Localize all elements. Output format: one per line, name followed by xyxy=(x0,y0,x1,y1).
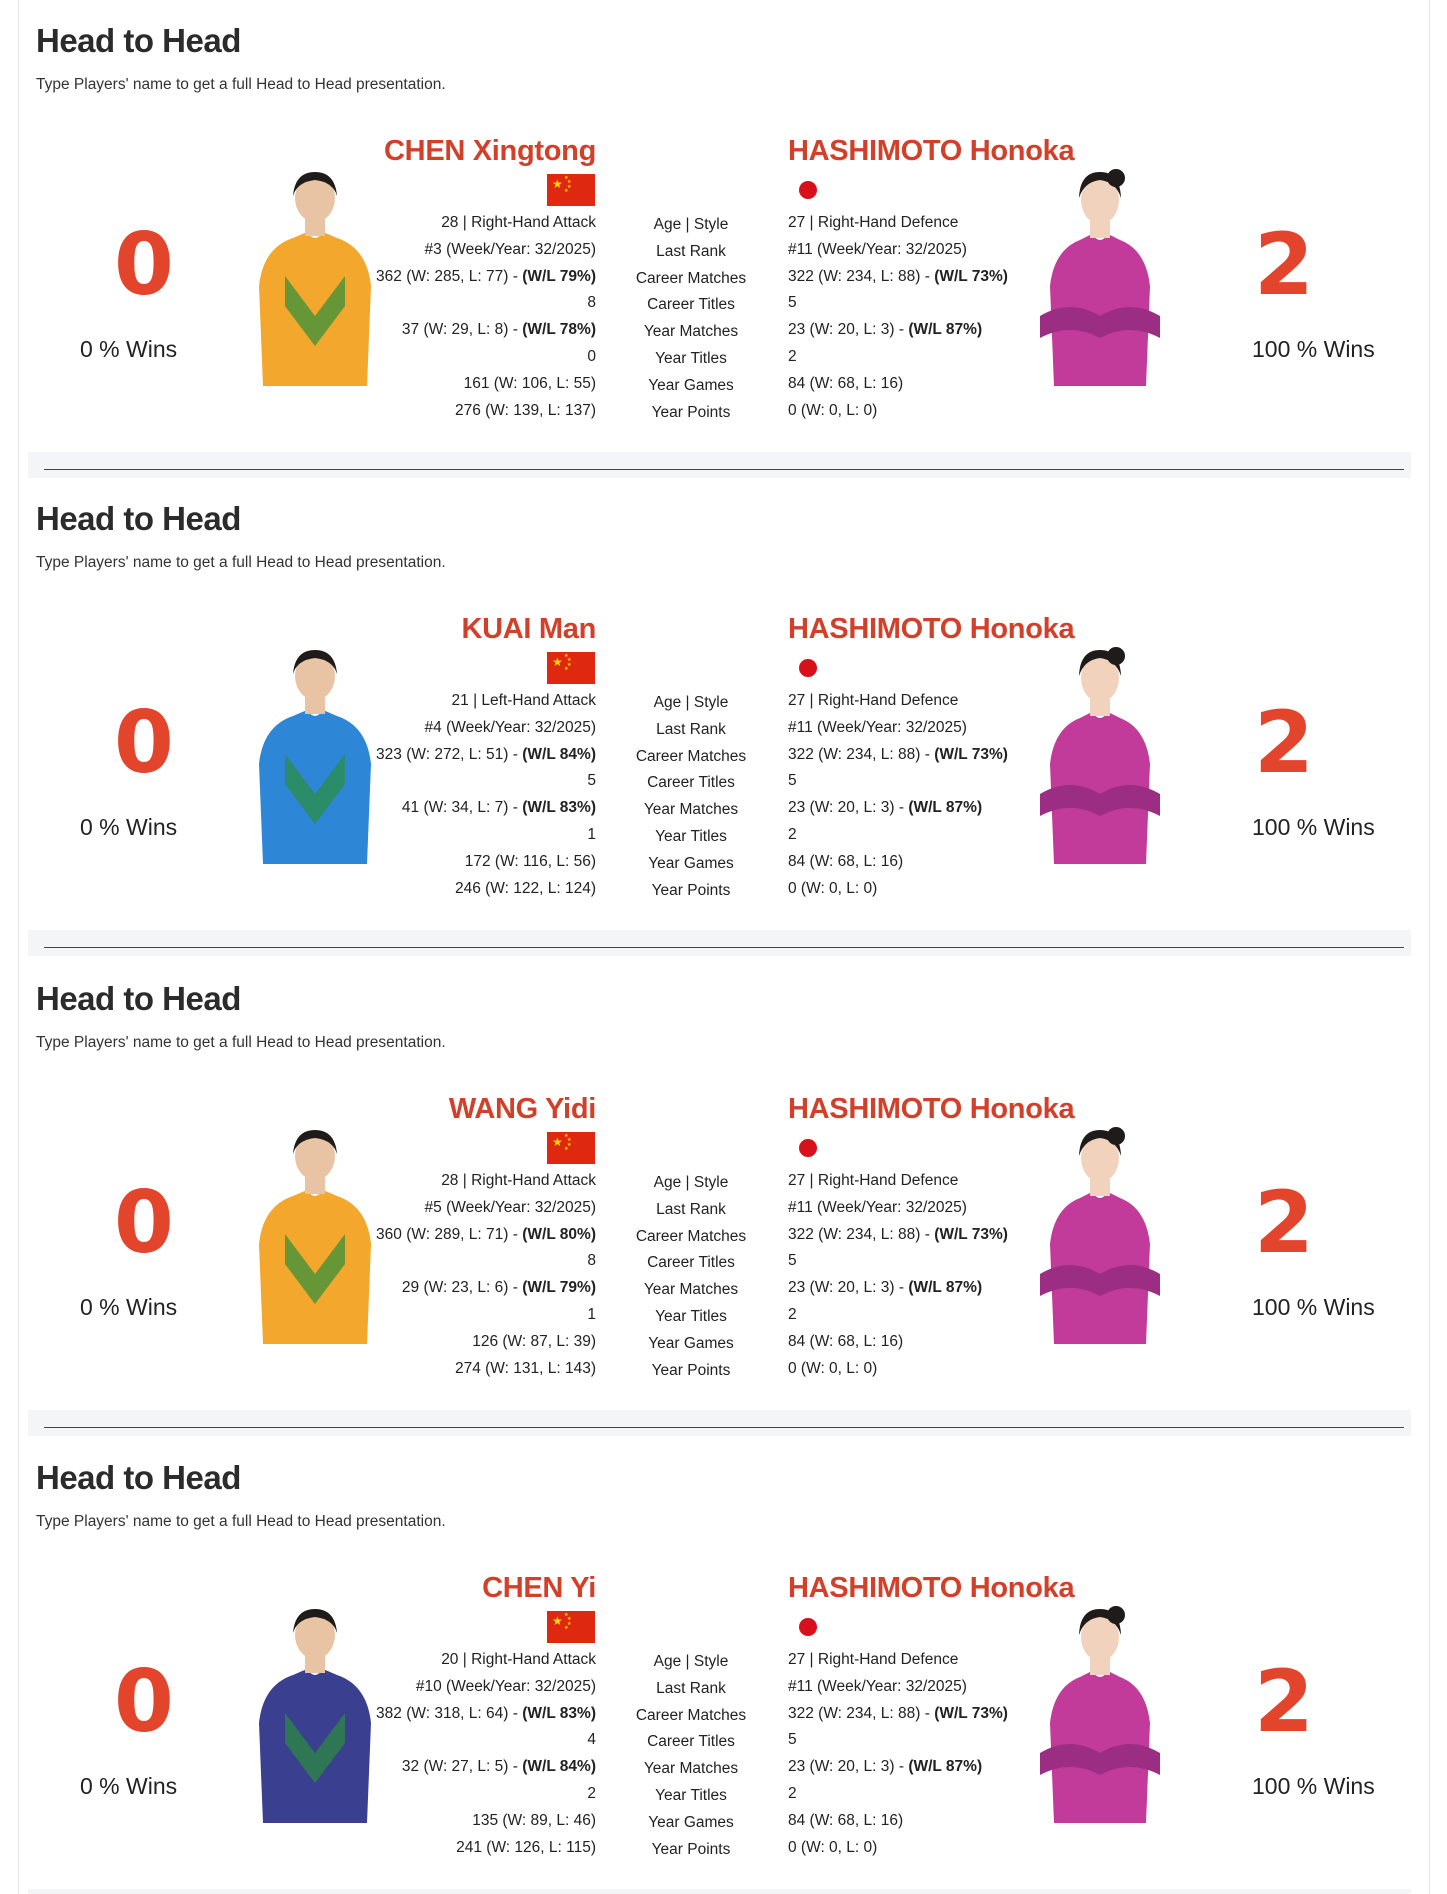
stat-age-style: 27 | Right-Hand Defence xyxy=(788,214,959,231)
label-year-titles: Year Titles xyxy=(655,1786,727,1804)
right-player-name[interactable]: HASHIMOTO Honoka xyxy=(788,1093,1075,1125)
left-player-name[interactable]: WANG Yidi xyxy=(448,1093,596,1125)
stat-year-points: 0 (W: 0, L: 0) xyxy=(788,879,878,897)
left-player-stats xyxy=(376,210,596,424)
career-wl-ratio: (W/L 73%) xyxy=(934,745,1008,763)
career-wl-ratio: (W/L 84%) xyxy=(522,745,596,763)
stat-year-titles: 0 xyxy=(587,347,596,365)
label-career-titles: Career Titles xyxy=(647,1254,735,1272)
year-wl-ratio: (W/L 87%) xyxy=(908,321,983,339)
right-player-name[interactable]: HASHIMOTO Honoka xyxy=(788,1572,1075,1604)
stat-year-matches: 29 (W: 23, L: 6) - (W/L 79%) xyxy=(401,1279,596,1297)
stat-career-matches: 322 (W: 234, L: 88) - (W/L 73%) xyxy=(788,1225,1008,1243)
japan-flag-icon xyxy=(796,178,820,202)
left-player-name[interactable]: CHEN Xingtong xyxy=(384,135,596,167)
stat-last-rank: #10 (Week/Year: 32/2025) xyxy=(415,1677,596,1695)
label-year-matches: Year Matches xyxy=(643,323,739,341)
label-year-games: Year Games xyxy=(648,1813,734,1831)
left-player-name[interactable]: CHEN Yi xyxy=(482,1572,596,1604)
label-career-matches: Career Matches xyxy=(635,269,747,287)
stat-year-matches: 23 (W: 20, L: 3) - (W/L 87%) xyxy=(788,1279,983,1297)
stat-year-points: 246 (W: 122, L: 124) xyxy=(454,879,596,897)
label-year-matches: Year Matches xyxy=(643,801,739,819)
japan-flag-icon xyxy=(796,1136,820,1160)
label-career-matches: Career Matches xyxy=(635,1706,747,1724)
stat-year-games: 135 (W: 89, L: 46) xyxy=(472,1811,596,1829)
stat-year-games: 84 (W: 68, L: 16) xyxy=(788,852,904,870)
left-player-stats xyxy=(376,1647,596,1861)
label-year-points: Year Points xyxy=(651,1840,731,1858)
stat-labels xyxy=(619,690,763,904)
stat-age-style: 27 | Right-Hand Defence xyxy=(788,1172,959,1189)
h2h-section xyxy=(0,0,1447,478)
section-footer-bar xyxy=(28,930,1411,956)
right-player-score: 2 xyxy=(1254,1173,1314,1273)
stat-career-titles: 5 xyxy=(788,1252,797,1270)
section-divider xyxy=(44,1427,1404,1428)
stat-year-titles: 2 xyxy=(788,825,797,843)
section-divider xyxy=(44,469,1404,470)
right-player-win-percent: 100 % Wins xyxy=(1252,1773,1375,1799)
left-player-score: 0 xyxy=(114,693,174,793)
stat-career-titles: 8 xyxy=(587,1252,596,1270)
stat-age-style: 28 | Right-Hand Attack xyxy=(441,1172,596,1189)
stat-year-titles: 2 xyxy=(788,347,797,365)
right-player-name[interactable]: HASHIMOTO Honoka xyxy=(788,135,1075,167)
career-wl-ratio: (W/L 73%) xyxy=(934,1704,1008,1722)
section-divider xyxy=(44,947,1404,948)
label-last-rank: Last Rank xyxy=(656,720,726,738)
year-wl-ratio: (W/L 87%) xyxy=(908,1279,983,1297)
stat-year-games: 84 (W: 68, L: 16) xyxy=(788,1811,904,1829)
left-player-photo xyxy=(255,644,375,864)
stat-last-rank: #4 (Week/Year: 32/2025) xyxy=(424,718,596,736)
right-player-name[interactable]: HASHIMOTO Honoka xyxy=(788,613,1075,645)
label-last-rank: Last Rank xyxy=(656,1679,726,1697)
right-player-score: 2 xyxy=(1254,693,1314,793)
section-heading: Head to Head xyxy=(36,500,241,537)
career-wl-ratio: (W/L 79%) xyxy=(522,267,596,285)
stat-year-titles: 2 xyxy=(788,1784,797,1802)
left-player-score: 0 xyxy=(114,215,174,315)
stat-year-matches: 23 (W: 20, L: 3) - (W/L 87%) xyxy=(788,1758,983,1776)
stat-career-titles: 5 xyxy=(788,1731,797,1749)
stat-year-points: 241 (W: 126, L: 115) xyxy=(456,1838,596,1856)
stat-year-games: 161 (W: 106, L: 55) xyxy=(463,374,596,392)
label-year-titles: Year Titles xyxy=(655,349,727,367)
stat-career-titles: 8 xyxy=(587,294,596,312)
stat-career-matches: 362 (W: 285, L: 77) - (W/L 79%) xyxy=(376,267,596,285)
section-heading: Head to Head xyxy=(36,1459,241,1496)
stat-year-games: 126 (W: 87, L: 39) xyxy=(472,1332,596,1350)
section-heading: Head to Head xyxy=(36,22,241,59)
label-year-points: Year Points xyxy=(651,403,731,421)
label-last-rank: Last Rank xyxy=(656,242,726,260)
stat-last-rank: #11 (Week/Year: 32/2025) xyxy=(788,1677,967,1695)
label-career-titles: Career Titles xyxy=(647,296,735,314)
right-player-stats xyxy=(788,688,1008,902)
stat-career-matches: 322 (W: 234, L: 88) - (W/L 73%) xyxy=(788,1704,1008,1722)
stat-labels xyxy=(619,1170,763,1384)
right-player-stats xyxy=(788,1168,1008,1382)
stat-last-rank: #11 (Week/Year: 32/2025) xyxy=(788,718,967,736)
label-year-games: Year Games xyxy=(648,854,734,872)
left-player-photo xyxy=(255,1124,375,1344)
stat-year-matches: 32 (W: 27, L: 5) - (W/L 84%) xyxy=(401,1758,596,1776)
left-player-stats xyxy=(376,688,596,902)
right-player-photo xyxy=(1040,644,1160,864)
right-player-photo xyxy=(1040,1124,1160,1344)
year-wl-ratio: (W/L 84%) xyxy=(522,1758,596,1776)
left-player-win-percent: 0 % Wins xyxy=(80,1773,178,1799)
china-flag-icon: ★ ★ ★ ★ ★ xyxy=(547,1132,595,1164)
stat-age-style: 27 | Right-Hand Defence xyxy=(788,692,959,709)
stat-year-matches: 23 (W: 20, L: 3) - (W/L 87%) xyxy=(788,321,983,339)
china-flag-icon: ★ ★ ★ ★ ★ xyxy=(547,652,595,684)
h2h-section xyxy=(0,1437,1447,1894)
label-last-rank: Last Rank xyxy=(656,1200,726,1218)
stat-career-matches: 360 (W: 289, L: 71) - (W/L 80%) xyxy=(376,1225,596,1243)
right-player-win-percent: 100 % Wins xyxy=(1252,1294,1375,1320)
stat-last-rank: #11 (Week/Year: 32/2025) xyxy=(788,1198,967,1216)
stat-year-points: 0 (W: 0, L: 0) xyxy=(788,1359,878,1377)
h2h-section xyxy=(0,478,1447,956)
stat-year-titles: 2 xyxy=(788,1305,797,1323)
h2h-section xyxy=(0,958,1447,1436)
stat-last-rank: #11 (Week/Year: 32/2025) xyxy=(788,240,967,258)
section-subheading: Type Players' name to get a full Head to Head presentation. xyxy=(36,76,446,93)
stat-year-games: 84 (W: 68, L: 16) xyxy=(788,374,904,392)
label-career-matches: Career Matches xyxy=(635,1227,747,1245)
stat-labels xyxy=(619,212,763,426)
left-player-win-percent: 0 % Wins xyxy=(80,1294,178,1320)
stat-year-points: 0 (W: 0, L: 0) xyxy=(788,401,878,419)
left-player-photo xyxy=(255,166,375,386)
japan-flag-icon xyxy=(796,1615,820,1639)
right-player-score: 2 xyxy=(1254,1652,1314,1752)
stat-year-titles: 2 xyxy=(587,1784,596,1802)
year-wl-ratio: (W/L 87%) xyxy=(908,1758,983,1776)
label-age-style: Age | Style xyxy=(653,216,729,233)
stat-age-style: 28 | Right-Hand Attack xyxy=(441,214,596,231)
stat-last-rank: #5 (Week/Year: 32/2025) xyxy=(424,1198,596,1216)
china-flag-icon: ★ ★ ★ ★ ★ xyxy=(547,1611,595,1643)
stat-year-matches: 23 (W: 20, L: 3) - (W/L 87%) xyxy=(788,799,983,817)
stat-career-matches: 323 (W: 272, L: 51) - (W/L 84%) xyxy=(376,745,596,763)
left-player-win-percent: 0 % Wins xyxy=(80,336,178,362)
year-wl-ratio: (W/L 87%) xyxy=(908,799,983,817)
section-subheading: Type Players' name to get a full Head to Head presentation. xyxy=(36,1034,446,1051)
section-subheading: Type Players' name to get a full Head to Head presentation. xyxy=(36,1513,446,1530)
stat-year-games: 172 (W: 116, L: 56) xyxy=(464,852,596,870)
right-player-score: 2 xyxy=(1254,215,1314,315)
stat-career-titles: 5 xyxy=(788,772,797,790)
right-player-win-percent: 100 % Wins xyxy=(1252,814,1375,840)
career-wl-ratio: (W/L 83%) xyxy=(522,1704,596,1722)
right-player-stats xyxy=(788,1647,1008,1861)
china-flag-icon: ★ ★ ★ ★ ★ xyxy=(547,174,595,206)
stat-year-points: 0 (W: 0, L: 0) xyxy=(788,1838,878,1856)
stat-year-titles: 1 xyxy=(587,825,596,843)
label-year-matches: Year Matches xyxy=(643,1760,739,1778)
stat-career-titles: 5 xyxy=(788,294,797,312)
stat-year-points: 276 (W: 139, L: 137) xyxy=(454,401,596,419)
right-player-win-percent: 100 % Wins xyxy=(1252,336,1375,362)
right-player-photo xyxy=(1040,166,1160,386)
section-footer-bar xyxy=(28,1889,1411,1894)
stat-age-style: 21 | Left-Hand Attack xyxy=(451,692,596,709)
label-year-games: Year Games xyxy=(648,376,734,394)
label-age-style: Age | Style xyxy=(653,1653,729,1670)
left-player-score: 0 xyxy=(114,1173,174,1273)
stat-age-style: 20 | Right-Hand Attack xyxy=(441,1651,596,1668)
section-heading: Head to Head xyxy=(36,980,241,1017)
section-footer-bar xyxy=(28,1410,1411,1436)
stat-labels xyxy=(619,1649,763,1863)
left-player-win-percent: 0 % Wins xyxy=(80,814,178,840)
label-year-games: Year Games xyxy=(648,1334,734,1352)
stat-career-matches: 322 (W: 234, L: 88) - (W/L 73%) xyxy=(788,267,1008,285)
left-player-score: 0 xyxy=(114,1652,174,1752)
label-year-matches: Year Matches xyxy=(643,1281,739,1299)
stat-year-matches: 37 (W: 29, L: 8) - (W/L 78%) xyxy=(401,321,596,339)
right-player-photo xyxy=(1040,1603,1160,1823)
stat-career-matches: 382 (W: 318, L: 64) - (W/L 83%) xyxy=(376,1704,596,1722)
stat-last-rank: #3 (Week/Year: 32/2025) xyxy=(424,240,596,258)
label-year-titles: Year Titles xyxy=(655,1307,727,1325)
stat-year-points: 274 (W: 131, L: 143) xyxy=(454,1359,596,1377)
left-player-stats xyxy=(376,1168,596,1382)
section-subheading: Type Players' name to get a full Head to Head presentation. xyxy=(36,554,446,571)
year-wl-ratio: (W/L 83%) xyxy=(522,799,596,817)
career-wl-ratio: (W/L 80%) xyxy=(522,1225,596,1243)
section-footer-bar xyxy=(28,452,1411,478)
year-wl-ratio: (W/L 79%) xyxy=(522,1279,596,1297)
japan-flag-icon xyxy=(796,656,820,680)
stat-career-titles: 5 xyxy=(587,772,596,790)
year-wl-ratio: (W/L 78%) xyxy=(522,321,596,339)
career-wl-ratio: (W/L 73%) xyxy=(934,267,1008,285)
label-age-style: Age | Style xyxy=(653,1174,729,1191)
stat-year-games: 84 (W: 68, L: 16) xyxy=(788,1332,904,1350)
stat-age-style: 27 | Right-Hand Defence xyxy=(788,1651,959,1668)
label-year-points: Year Points xyxy=(651,1361,731,1379)
left-player-photo xyxy=(255,1603,375,1823)
stat-career-titles: 4 xyxy=(587,1731,596,1749)
label-age-style: Age | Style xyxy=(653,694,729,711)
stat-year-titles: 1 xyxy=(587,1305,596,1323)
label-career-titles: Career Titles xyxy=(647,1733,735,1751)
career-wl-ratio: (W/L 73%) xyxy=(934,1225,1008,1243)
stat-career-matches: 322 (W: 234, L: 88) - (W/L 73%) xyxy=(788,745,1008,763)
label-year-titles: Year Titles xyxy=(655,827,727,845)
label-year-points: Year Points xyxy=(651,881,731,899)
right-player-stats xyxy=(788,210,1008,424)
label-career-matches: Career Matches xyxy=(635,747,747,765)
label-career-titles: Career Titles xyxy=(647,774,735,792)
stat-year-matches: 41 (W: 34, L: 7) - (W/L 83%) xyxy=(401,799,596,817)
left-player-name[interactable]: KUAI Man xyxy=(461,613,596,645)
